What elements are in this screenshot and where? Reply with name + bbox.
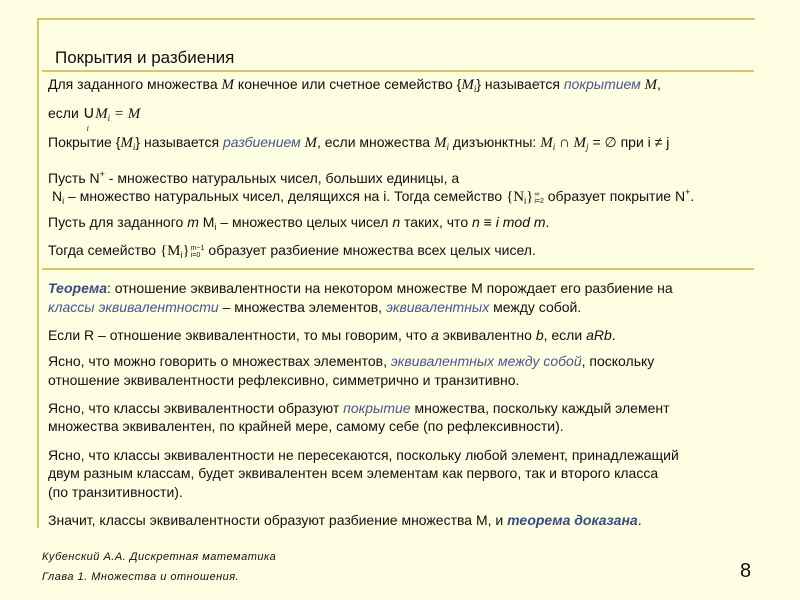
text: , если (543, 327, 587, 343)
subscript: i (214, 222, 217, 232)
modulo-line (48, 213, 549, 236)
divisible-line (52, 183, 694, 210)
theorem-line-1 (48, 279, 673, 297)
subscript: i (132, 142, 136, 152)
superscript: + (685, 187, 691, 197)
text: - множество натуральных чисел, больших единицы, а (104, 170, 460, 186)
variable: a (431, 327, 439, 343)
text: – множество натуральных чисел, делящихся на i. Тогда семейство (64, 188, 507, 204)
definition-cover-line (48, 75, 661, 98)
text: между собой. (489, 299, 582, 315)
explanation-line-2: отношение эквивалентности рефлексивно, симметрично и транзитивно. (48, 372, 520, 388)
text: эквивалентно (438, 327, 536, 343)
subscript: i (107, 113, 111, 123)
relation-expression: aRb (586, 327, 612, 343)
page-number: 8 (740, 560, 752, 582)
title-underline (42, 70, 754, 72)
set-symbol: M (300, 135, 317, 151)
text: = ∅ при i ≠ j (588, 134, 670, 150)
residue-partition-line (48, 241, 536, 264)
text: если (48, 105, 79, 121)
conclusion-line (48, 511, 642, 529)
text: Значит, классы эквивалентности образуют разбиение множества M, и (48, 512, 508, 528)
theorem-proved: теорема доказана (507, 512, 638, 528)
explanation-line-5: Ясно, что классы эквивалентности не пересекаются, поскольку любой элемент, принадлежащий (48, 447, 679, 463)
subscript: j (586, 142, 589, 152)
union-index: i (86, 124, 89, 133)
theorem-divider (42, 268, 754, 270)
text: множества, поскольку каждый элемент (410, 400, 670, 416)
range-bottom: i=0 (190, 252, 201, 259)
equation: = M (110, 106, 141, 122)
text: таких, что (400, 214, 472, 230)
text: дизъюнктны: (448, 134, 541, 150)
text: конечное или счетное семейство { (234, 76, 462, 92)
footer-chapter: Глава 1. Множества и отношения. (42, 571, 240, 583)
family-set: } (526, 189, 534, 205)
text: Тогда семейство (48, 242, 160, 258)
definition-partition-line (48, 133, 669, 156)
explanation-line-7: (по транзитивности). (48, 484, 183, 500)
set-symbol: M (120, 135, 133, 151)
text: образует покрытие N (543, 188, 686, 204)
term-partition: разбиением (222, 134, 301, 150)
set-symbol: M (221, 77, 235, 93)
explanation-line-6: двум разным классам, будет эквивалентен всем элементам как первого, так и второго класса (48, 465, 659, 481)
subscript: i (524, 196, 527, 206)
family-range (191, 245, 205, 259)
family-range (534, 191, 544, 205)
subscript: i (62, 196, 65, 206)
decorative-dots: · (749, 65, 752, 75)
text: Ясно, что классы эквивалентности образуют (48, 400, 344, 416)
footer-author: Кубенский А.А. Дискретная математика (42, 551, 277, 563)
text: . (690, 188, 695, 204)
range-top: ∞ (534, 191, 540, 198)
theorem-line-2 (48, 298, 581, 316)
union-condition-line (48, 103, 163, 133)
text: } называется (135, 134, 223, 150)
text: . (545, 214, 550, 230)
subscript: i (180, 250, 183, 260)
text: – множество целых чисел (216, 214, 393, 230)
set-symbol: M (95, 106, 108, 122)
union-formula (82, 103, 163, 133)
variable: b (535, 327, 544, 343)
union-symbol: ∪ (82, 103, 96, 122)
explanation-line-3 (48, 399, 670, 417)
set-symbol: M (433, 135, 447, 151)
text: . (611, 327, 616, 343)
relation-line (48, 326, 616, 344)
slide-title: Покрытия и разбиения (55, 48, 235, 67)
text: , (657, 76, 661, 92)
text: Если R – отношение эквивалентности, то мы говорим, что (48, 327, 432, 343)
text: , поскольку (581, 353, 655, 369)
variable: m (187, 214, 199, 230)
text: Пусть для заданного (48, 214, 188, 230)
family-set: {N (506, 189, 525, 205)
explanation-line-4: множества эквивалентен, по крайней мере, самому себе (по рефлексивности). (48, 418, 564, 434)
text: Для заданного множества (48, 76, 222, 92)
text: M (198, 214, 215, 230)
intersection: ∩ M (555, 135, 587, 151)
term-cover: покрытием (563, 76, 641, 92)
set-symbol: M (461, 77, 474, 93)
text: Покрытие { (48, 134, 121, 150)
family-set: } (182, 243, 190, 259)
explanation-line-1 (48, 352, 654, 370)
text: – множества элементов, (218, 299, 386, 315)
term-equivalent: эквивалентных (385, 299, 490, 315)
text: Ясно, что можно говорить о множествах элементов, (48, 353, 391, 369)
text: образует разбиение множества всех целых чисел. (204, 242, 536, 258)
text: Пусть N (48, 170, 100, 186)
subscript: i (473, 84, 477, 94)
set-symbol: M (540, 135, 553, 151)
text: , если множества (316, 134, 434, 150)
text: . (637, 512, 642, 528)
variable: n (392, 214, 401, 230)
term-cover: покрытие (343, 400, 411, 416)
term-equivalence-classes: классы эквивалентности (48, 299, 219, 315)
range-top: m−1 (190, 245, 205, 252)
subscript: i (446, 142, 449, 152)
set-symbol: M (640, 77, 658, 93)
text: : отношение эквивалентности на некотором множестве M порождает его разбиение на (107, 280, 673, 296)
theorem-label: Теорема (48, 280, 108, 296)
text: N (52, 188, 63, 204)
range-bottom: i=2 (534, 198, 544, 205)
text: } называется (476, 76, 564, 92)
subscript: i (552, 142, 556, 152)
family-set: {M (159, 243, 181, 259)
superscript: + (99, 169, 105, 179)
term-mutually-equivalent: эквивалентных между собой (390, 353, 582, 369)
congruence-expression: n ≡ i mod m (472, 214, 546, 230)
frame-left-rule (37, 18, 39, 528)
frame-top-rule (37, 18, 755, 20)
